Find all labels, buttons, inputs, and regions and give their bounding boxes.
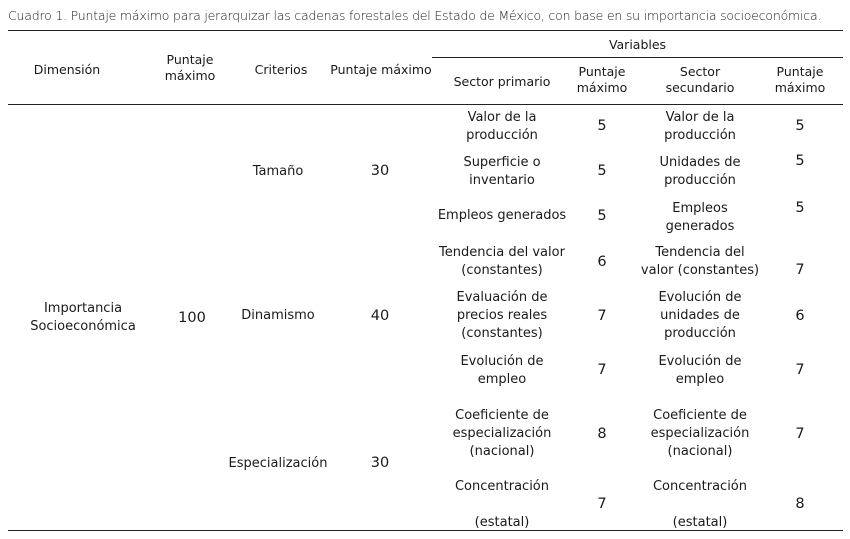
primary-score: 6: [597, 254, 607, 270]
primary-variable: Tendencia del valor (constantes): [439, 245, 565, 278]
secondary-score: 5: [795, 200, 805, 216]
criterion-name: Especialización: [228, 456, 328, 471]
header-criterios: Criterios: [254, 62, 308, 77]
primary-score: 8: [597, 426, 607, 442]
primary-score: 7: [597, 496, 607, 512]
header-puntaje-maximo-1: Puntaje máximo: [164, 52, 216, 83]
primary-variable: Evolución de empleo: [460, 354, 544, 387]
variables-underline: [432, 57, 843, 58]
table-caption: Cuadro 1. Puntaje máximo para jerarquizar las cadenas forestales del Estado de México, con base en su importancia socioeconómica.: [8, 8, 822, 23]
primary-variable: Valor de la producción: [466, 110, 538, 143]
primary-score: 5: [597, 208, 607, 224]
primary-score: 5: [597, 163, 607, 179]
header-puntaje-maximo-3: Puntaje máximo: [576, 64, 628, 95]
header-sector-secundario: Sector secundario: [665, 64, 735, 95]
secondary-variable: Evolución de unidades de producción: [658, 290, 742, 341]
primary-score: 7: [597, 308, 607, 324]
criterion-name: Tamaño: [252, 164, 304, 179]
secondary-score: 5: [795, 118, 805, 134]
primary-variable: Coeficiente de especialización (nacional): [452, 408, 552, 459]
primary-variable: Superficie o inventario: [463, 155, 541, 188]
primary-score: 5: [597, 118, 607, 134]
secondary-score: 7: [795, 362, 805, 378]
secondary-score: 7: [795, 262, 805, 278]
table-top-rule: [8, 30, 843, 31]
secondary-score: 6: [795, 308, 805, 324]
secondary-variable: Valor de la producción: [664, 110, 736, 143]
criterion-score: 30: [370, 163, 390, 179]
header-bottom-rule: [8, 104, 843, 105]
primary-variable: Evaluación de precios reales (constantes): [456, 290, 548, 341]
primary-variable: Empleos generados: [437, 208, 567, 223]
primary-variable: Concentración (estatal): [454, 479, 549, 530]
header-puntaje-maximo-4: Puntaje máximo: [774, 64, 826, 95]
secondary-variable: Unidades de producción: [659, 155, 741, 188]
dimension-name: Importancia Socioeconómica: [30, 301, 136, 334]
header-puntaje-maximo-2: Puntaje máximo: [330, 62, 432, 77]
secondary-score: 5: [795, 153, 805, 169]
header-dimension: Dimensión: [33, 62, 101, 77]
criterion-name: Dinamismo: [241, 308, 315, 323]
header-variables: Variables: [608, 37, 667, 52]
primary-score: 7: [597, 362, 607, 378]
criterion-score: 30: [370, 455, 390, 471]
secondary-score: 8: [795, 496, 805, 512]
criterion-score: 40: [370, 308, 390, 324]
secondary-variable: Concentración (estatal): [652, 479, 747, 530]
header-sector-primario: Sector primario: [453, 74, 551, 89]
secondary-variable: Tendencia del valor (constantes): [640, 245, 760, 278]
secondary-variable: Empleos generados: [665, 201, 735, 234]
secondary-variable: Evolución de empleo: [658, 354, 742, 387]
secondary-score: 7: [795, 426, 805, 442]
secondary-variable: Coeficiente de especialización (nacional): [650, 408, 750, 459]
dimension-score: 100: [178, 310, 206, 326]
